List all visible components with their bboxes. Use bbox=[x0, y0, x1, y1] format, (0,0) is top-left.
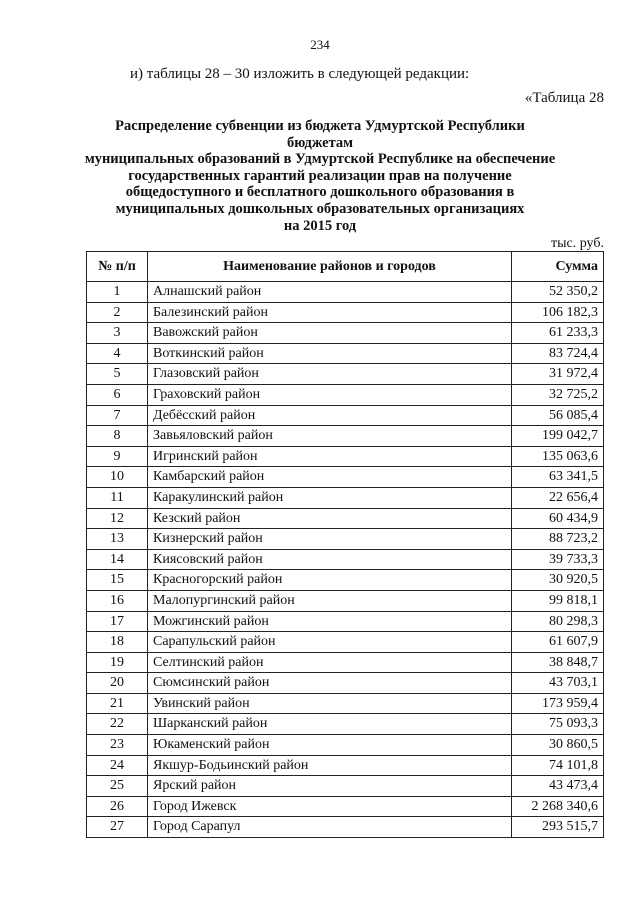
row-number: 3 bbox=[87, 323, 148, 344]
title-line: государственных гарантий реализации прав на получение bbox=[128, 167, 512, 184]
table-row bbox=[87, 735, 604, 756]
row-number: 1 bbox=[87, 282, 148, 303]
district-name: Можгинский район bbox=[148, 611, 512, 632]
table-row bbox=[87, 446, 604, 467]
amount: 43 473,4 bbox=[512, 776, 604, 797]
row-number: 10 bbox=[87, 467, 148, 488]
table-row bbox=[87, 405, 604, 426]
amount: 80 298,3 bbox=[512, 611, 604, 632]
row-number: 11 bbox=[87, 487, 148, 508]
amount: 75 093,3 bbox=[512, 714, 604, 735]
units-label: тыс. руб. bbox=[551, 236, 604, 251]
row-number: 2 bbox=[87, 302, 148, 323]
table-row bbox=[87, 817, 604, 838]
row-number: 9 bbox=[87, 446, 148, 467]
row-number: 7 bbox=[87, 405, 148, 426]
district-name: Селтинский район bbox=[148, 652, 512, 673]
row-number: 14 bbox=[87, 549, 148, 570]
district-name: Граховский район bbox=[148, 384, 512, 405]
title-line: муниципальных образований в Удмуртской Республике на обеспечение bbox=[84, 151, 556, 168]
table-body bbox=[87, 282, 604, 838]
row-number: 4 bbox=[87, 343, 148, 364]
district-name: Алнашский район bbox=[148, 282, 512, 303]
district-name: Глазовский район bbox=[148, 364, 512, 385]
amount: 32 725,2 bbox=[512, 384, 604, 405]
district-name: Город Сарапул bbox=[148, 817, 512, 838]
district-name: Ярский район bbox=[148, 776, 512, 797]
table-header-row bbox=[87, 252, 604, 282]
allocation-table bbox=[86, 251, 604, 838]
table-row bbox=[87, 282, 604, 303]
row-number: 21 bbox=[87, 693, 148, 714]
amount: 88 723,2 bbox=[512, 529, 604, 550]
district-name: Сарапульский район bbox=[148, 632, 512, 653]
amount: 173 959,4 bbox=[512, 693, 604, 714]
amount: 83 724,4 bbox=[512, 343, 604, 364]
table-row bbox=[87, 673, 604, 694]
table-row bbox=[87, 714, 604, 735]
table-row bbox=[87, 776, 604, 797]
amount: 43 703,1 bbox=[512, 673, 604, 694]
table-reference: «Таблица 28 bbox=[524, 90, 604, 106]
table-row bbox=[87, 590, 604, 611]
table-row bbox=[87, 302, 604, 323]
amount: 56 085,4 bbox=[512, 405, 604, 426]
amount: 61 233,3 bbox=[512, 323, 604, 344]
row-number: 19 bbox=[87, 652, 148, 673]
district-name: Воткинский район bbox=[148, 343, 512, 364]
title-line: Распределение субвенции из бюджета Удмуртской Республики бюджетам bbox=[115, 118, 525, 151]
row-number: 6 bbox=[87, 384, 148, 405]
row-number: 25 bbox=[87, 776, 148, 797]
table-row bbox=[87, 570, 604, 591]
amount: 293 515,7 bbox=[512, 817, 604, 838]
table-row bbox=[87, 487, 604, 508]
district-name: Завьяловский район bbox=[148, 426, 512, 447]
table-row bbox=[87, 426, 604, 447]
header-name: Наименование районов и городов bbox=[148, 252, 512, 282]
table-row bbox=[87, 549, 604, 570]
row-number: 20 bbox=[87, 673, 148, 694]
row-number: 8 bbox=[87, 426, 148, 447]
page-number: 234 bbox=[310, 37, 330, 52]
district-name: Каракулинский район bbox=[148, 487, 512, 508]
amount: 99 818,1 bbox=[512, 590, 604, 611]
table-row bbox=[87, 384, 604, 405]
district-name: Кизнерский район bbox=[148, 529, 512, 550]
row-number: 5 bbox=[87, 364, 148, 385]
header-sum: Сумма bbox=[512, 252, 604, 282]
table-row bbox=[87, 323, 604, 344]
amount: 60 434,9 bbox=[512, 508, 604, 529]
table-row bbox=[87, 796, 604, 817]
row-number: 26 bbox=[87, 796, 148, 817]
row-number: 18 bbox=[87, 632, 148, 653]
amount: 63 341,5 bbox=[512, 467, 604, 488]
district-name: Красногорский район bbox=[148, 570, 512, 591]
table-row bbox=[87, 529, 604, 550]
district-name: Сюмсинский район bbox=[148, 673, 512, 694]
row-number: 22 bbox=[87, 714, 148, 735]
title-line: муниципальных дошкольных образовательных организациях bbox=[115, 200, 525, 217]
amount: 135 063,6 bbox=[512, 446, 604, 467]
district-name: Вавожский район bbox=[148, 323, 512, 344]
amount: 2 268 340,6 bbox=[512, 796, 604, 817]
table-row bbox=[87, 364, 604, 385]
table-row bbox=[87, 343, 604, 364]
table-row bbox=[87, 652, 604, 673]
amount: 38 848,7 bbox=[512, 652, 604, 673]
district-name: Камбарский район bbox=[148, 467, 512, 488]
amount: 106 182,3 bbox=[512, 302, 604, 323]
table-row bbox=[87, 611, 604, 632]
amount: 30 860,5 bbox=[512, 735, 604, 756]
district-name: Малопургинский район bbox=[148, 590, 512, 611]
amount: 39 733,3 bbox=[512, 549, 604, 570]
district-name: Якшур-Бодьинский район bbox=[148, 755, 512, 776]
district-name: Киясовский район bbox=[148, 549, 512, 570]
amount: 22 656,4 bbox=[512, 487, 604, 508]
table-row bbox=[87, 467, 604, 488]
district-name: Юкаменский район bbox=[148, 735, 512, 756]
document-title bbox=[84, 118, 556, 234]
district-name: Балезинский район bbox=[148, 302, 512, 323]
table-row bbox=[87, 508, 604, 529]
row-number: 15 bbox=[87, 570, 148, 591]
title-line: на 2015 год bbox=[283, 217, 357, 234]
district-name: Кезский район bbox=[148, 508, 512, 529]
table-row bbox=[87, 693, 604, 714]
row-number: 12 bbox=[87, 508, 148, 529]
row-number: 23 bbox=[87, 735, 148, 756]
row-number: 27 bbox=[87, 817, 148, 838]
district-name: Шарканский район bbox=[148, 714, 512, 735]
row-number: 24 bbox=[87, 755, 148, 776]
amount: 61 607,9 bbox=[512, 632, 604, 653]
amount: 31 972,4 bbox=[512, 364, 604, 385]
amount: 30 920,5 bbox=[512, 570, 604, 591]
amount: 74 101,8 bbox=[512, 755, 604, 776]
title-line: общедоступного и бесплатного дошкольного образования в bbox=[125, 184, 515, 201]
district-name: Увинский район bbox=[148, 693, 512, 714]
table-row bbox=[87, 632, 604, 653]
district-name: Город Ижевск bbox=[148, 796, 512, 817]
intro-text: и) таблицы 28 – 30 изложить в следующей редакции: bbox=[130, 66, 470, 82]
row-number: 17 bbox=[87, 611, 148, 632]
amount: 52 350,2 bbox=[512, 282, 604, 303]
district-name: Дебёсский район bbox=[148, 405, 512, 426]
amount: 199 042,7 bbox=[512, 426, 604, 447]
district-name: Игринский район bbox=[148, 446, 512, 467]
row-number: 16 bbox=[87, 590, 148, 611]
table-row bbox=[87, 755, 604, 776]
row-number: 13 bbox=[87, 529, 148, 550]
header-number: № п/п bbox=[87, 252, 148, 282]
